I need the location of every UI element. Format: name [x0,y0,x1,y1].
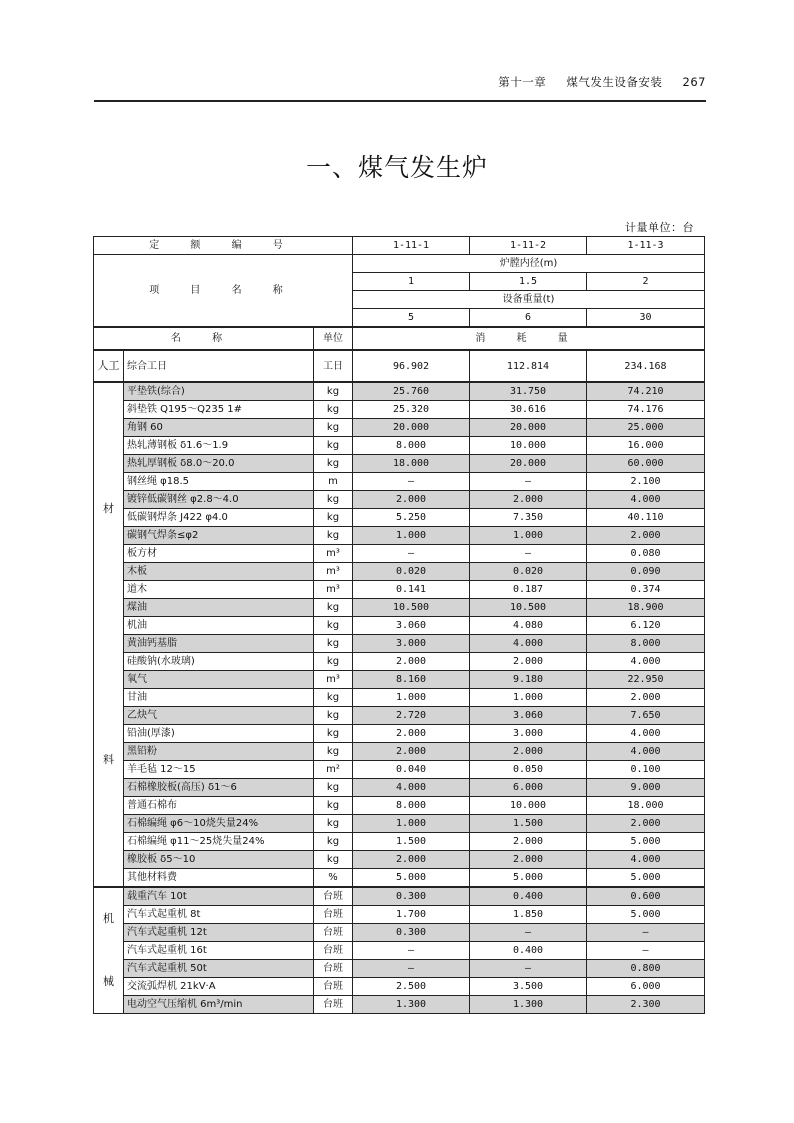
param2-value-3: 30 [587,309,705,328]
material-unit: kg [314,851,353,869]
material-name: 羊毛毡 12～15 [124,761,314,779]
material-value-2: 4.080 [470,617,587,635]
material-unit: m² [314,761,353,779]
machinery-row [94,960,705,978]
material-value-2: 1.000 [470,527,587,545]
material-value-2: 9.180 [470,671,587,689]
machinery-value-3: 0.600 [587,887,705,906]
material-row [94,473,705,491]
material-value-1: 8.000 [353,797,470,815]
item-name-label: 项 目 名 称 [94,255,353,328]
header-rule [94,100,706,102]
material-value-3: 22.950 [587,671,705,689]
material-value-1: 2.000 [353,653,470,671]
col-consumption-header: 消 耗 量 [353,327,705,350]
machinery-unit: 台班 [314,887,353,906]
material-unit: kg [314,455,353,473]
material-unit: kg [314,617,353,635]
machinery-name: 载重汽车 10t [124,887,314,906]
material-row [94,635,705,653]
machinery-value-1: 0.300 [353,887,470,906]
material-row [94,779,705,797]
material-value-1: 1.000 [353,689,470,707]
param1-label: 炉膛内径(m) [353,255,705,273]
labor-name: 综合工日 [124,350,314,382]
machinery-row [94,887,705,906]
material-row [94,401,705,419]
material-value-2: 20.000 [470,455,587,473]
material-name: 平垫铁(综合) [124,382,314,401]
material-value-1: — [353,473,470,491]
material-unit: kg [314,797,353,815]
material-value-2: 10.000 [470,797,587,815]
material-value-1: 0.020 [353,563,470,581]
material-value-1: 1.500 [353,833,470,851]
material-value-3: 18.000 [587,797,705,815]
labor-value-2: 112.814 [470,350,587,382]
param1-value-3: 2 [587,273,705,291]
machinery-unit: 台班 [314,996,353,1014]
material-name: 煤油 [124,599,314,617]
material-unit: kg [314,815,353,833]
material-name: 甘油 [124,689,314,707]
material-value-2: 0.050 [470,761,587,779]
page-number: 267 [682,75,706,89]
machinery-value-1: — [353,960,470,978]
material-value-2: 0.020 [470,563,587,581]
material-value-1: 25.320 [353,401,470,419]
material-unit: kg [314,725,353,743]
machinery-value-3: 0.800 [587,960,705,978]
machinery-value-3: 5.000 [587,906,705,924]
material-unit: kg [314,707,353,725]
material-name: 斜垫铁 Q195～Q235 1# [124,401,314,419]
labor-category: 人工 [94,350,124,382]
material-value-1: 2.000 [353,725,470,743]
material-row [94,599,705,617]
machinery-row [94,942,705,960]
material-value-2: — [470,545,587,563]
material-name: 氧气 [124,671,314,689]
material-value-3: 2.000 [587,815,705,833]
material-category-char: 材 [103,501,114,515]
material-value-3: 5.000 [587,869,705,888]
material-value-2: 2.000 [470,851,587,869]
page-title: 一、煤气发生炉 [305,153,488,182]
machinery-row [94,996,705,1014]
param1-value-1: 1 [353,273,470,291]
machinery-value-3: 2.300 [587,996,705,1014]
machinery-unit: 台班 [314,960,353,978]
material-row [94,833,705,851]
material-row [94,455,705,473]
machinery-unit: 台班 [314,942,353,960]
machinery-value-2: 1.300 [470,996,587,1014]
machinery-name: 汽车式起重机 8t [124,906,314,924]
material-value-1: 2.720 [353,707,470,725]
machinery-value-1: 2.500 [353,978,470,996]
material-value-3: 6.120 [587,617,705,635]
material-value-1: 20.000 [353,419,470,437]
material-row [94,671,705,689]
material-unit: % [314,869,353,888]
unit-note: 计量单位：台 [625,221,694,234]
code-2: 1-11-2 [470,237,587,255]
material-value-1: 5.250 [353,509,470,527]
material-name: 乙炔气 [124,707,314,725]
quota-table [93,236,705,1014]
material-name: 石棉编绳 φ6～10烧失量24% [124,815,314,833]
material-name: 橡胶板 δ5～10 [124,851,314,869]
material-value-2: 6.000 [470,779,587,797]
material-row [94,815,705,833]
material-value-3: 4.000 [587,491,705,509]
material-row [94,437,705,455]
material-value-2: 1.500 [470,815,587,833]
machinery-category-char: 机 [103,912,114,926]
material-value-2: 3.060 [470,707,587,725]
machinery-value-1: — [353,942,470,960]
material-value-3: 4.000 [587,653,705,671]
material-row [94,725,705,743]
material-name: 石棉橡胶板(高压) δ1～6 [124,779,314,797]
material-value-3: 16.000 [587,437,705,455]
machinery-unit: 台班 [314,924,353,942]
material-value-1: 25.760 [353,382,470,401]
material-unit: kg [314,653,353,671]
material-row [94,707,705,725]
material-row [94,761,705,779]
material-value-3: 18.900 [587,599,705,617]
material-row [94,509,705,527]
material-value-3: 74.176 [587,401,705,419]
material-unit: kg [314,635,353,653]
material-value-3: 74.210 [587,382,705,401]
material-value-2: 0.187 [470,581,587,599]
material-value-3: 0.080 [587,545,705,563]
machinery-value-2: 0.400 [470,887,587,906]
machinery-value-3: 6.000 [587,978,705,996]
machinery-value-3: — [587,924,705,942]
material-unit: kg [314,689,353,707]
material-value-2: 2.000 [470,491,587,509]
col-name-header: 名 称 [94,327,314,350]
machinery-name: 交流弧焊机 21kV·A [124,978,314,996]
material-name: 道木 [124,581,314,599]
material-value-3: 0.100 [587,761,705,779]
material-name: 木板 [124,563,314,581]
material-value-3: 4.000 [587,725,705,743]
machinery-value-1: 1.700 [353,906,470,924]
material-value-3: 2.100 [587,473,705,491]
material-value-1: 4.000 [353,779,470,797]
material-value-2: 1.000 [470,689,587,707]
material-unit: kg [314,437,353,455]
machinery-value-2: — [470,924,587,942]
material-name: 碳钢气焊条≤φ2 [124,527,314,545]
material-unit: m [314,473,353,491]
material-value-3: 9.000 [587,779,705,797]
machinery-name: 汽车式起重机 50t [124,960,314,978]
material-value-3: 2.000 [587,689,705,707]
material-value-3: 2.000 [587,527,705,545]
material-value-2: 10.500 [470,599,587,617]
material-unit: kg [314,401,353,419]
material-unit: kg [314,743,353,761]
material-value-3: 40.110 [587,509,705,527]
material-value-1: 3.060 [353,617,470,635]
material-unit: kg [314,599,353,617]
chapter-label: 第十一章 [498,75,547,89]
material-value-2: 2.000 [470,833,587,851]
material-row [94,797,705,815]
material-value-2: 5.000 [470,869,587,888]
material-value-3: 0.374 [587,581,705,599]
material-name: 板方材 [124,545,314,563]
material-value-1: 2.000 [353,851,470,869]
machinery-value-2: 1.850 [470,906,587,924]
material-unit: kg [314,833,353,851]
machinery-row [94,978,705,996]
material-row [94,851,705,869]
material-row [94,545,705,563]
material-category [94,382,124,887]
material-name: 热轧厚钢板 δ8.0～20.0 [124,455,314,473]
labor-value-1: 96.902 [353,350,470,382]
material-value-1: 5.000 [353,869,470,888]
material-unit: m³ [314,581,353,599]
material-row [94,689,705,707]
material-row [94,743,705,761]
param1-value-2: 1.5 [470,273,587,291]
material-unit: m³ [314,563,353,581]
col-unit-header: 单位 [314,327,353,350]
machinery-category-char: 械 [103,974,114,988]
material-value-2: 2.000 [470,653,587,671]
material-name: 角钢 60 [124,419,314,437]
material-value-3: 4.000 [587,743,705,761]
material-name: 石棉编绳 φ11～25烧失量24% [124,833,314,851]
section-label: 煤气发生设备安装 [566,75,663,89]
material-value-2: 20.000 [470,419,587,437]
running-header [94,74,706,90]
material-unit: m³ [314,671,353,689]
material-unit: kg [314,527,353,545]
material-row [94,491,705,509]
material-value-1: 2.000 [353,743,470,761]
quota-number-label: 定 额 编 号 [94,237,353,255]
material-row [94,563,705,581]
material-value-3: 0.090 [587,563,705,581]
material-value-2: 30.616 [470,401,587,419]
material-name: 硅酸钠(水玻璃) [124,653,314,671]
material-value-1: — [353,545,470,563]
material-row [94,617,705,635]
material-value-3: 8.000 [587,635,705,653]
labor-value-3: 234.168 [587,350,705,382]
material-name: 低碳钢焊条 J422 φ4.0 [124,509,314,527]
material-name: 其他材料费 [124,869,314,888]
material-row [94,653,705,671]
machinery-value-1: 1.300 [353,996,470,1014]
machinery-name: 汽车式起重机 12t [124,924,314,942]
material-value-2: — [470,473,587,491]
material-value-2: 7.350 [470,509,587,527]
material-value-3: 4.000 [587,851,705,869]
material-value-1: 8.000 [353,437,470,455]
machinery-name: 电动空气压缩机 6m³/min [124,996,314,1014]
material-name: 热轧薄钢板 δ1.6～1.9 [124,437,314,455]
material-value-1: 18.000 [353,455,470,473]
machinery-unit: 台班 [314,906,353,924]
machinery-value-3: — [587,942,705,960]
param2-label: 设备重量(t) [353,291,705,309]
machinery-name: 汽车式起重机 16t [124,942,314,960]
material-value-2: 10.000 [470,437,587,455]
material-value-1: 8.160 [353,671,470,689]
material-value-2: 31.750 [470,382,587,401]
machinery-value-2: 0.400 [470,942,587,960]
material-value-1: 3.000 [353,635,470,653]
material-name: 黄油钙基脂 [124,635,314,653]
material-value-3: 60.000 [587,455,705,473]
material-category-char: 料 [103,753,114,767]
machinery-row [94,906,705,924]
labor-unit: 工日 [314,350,353,382]
material-value-3: 25.000 [587,419,705,437]
param2-value-1: 5 [353,309,470,328]
machinery-value-2: 3.500 [470,978,587,996]
code-1: 1-11-1 [353,237,470,255]
machinery-value-2: — [470,960,587,978]
material-name: 普通石棉布 [124,797,314,815]
material-unit: kg [314,419,353,437]
material-row [94,419,705,437]
material-unit: kg [314,382,353,401]
param2-value-2: 6 [470,309,587,328]
material-value-2: 3.000 [470,725,587,743]
material-name: 黑铅粉 [124,743,314,761]
machinery-row [94,924,705,942]
material-value-1: 2.000 [353,491,470,509]
material-value-2: 2.000 [470,743,587,761]
material-row [94,527,705,545]
material-name: 铅油(厚漆) [124,725,314,743]
machinery-unit: 台班 [314,978,353,996]
material-row [94,382,705,401]
material-value-3: 5.000 [587,833,705,851]
machinery-value-1: 0.300 [353,924,470,942]
material-name: 镀锌低碳钢丝 φ2.8～4.0 [124,491,314,509]
material-value-1: 0.040 [353,761,470,779]
material-value-1: 1.000 [353,815,470,833]
material-value-1: 0.141 [353,581,470,599]
material-name: 钢丝绳 φ18.5 [124,473,314,491]
code-3: 1-11-3 [587,237,705,255]
material-value-2: 4.000 [470,635,587,653]
machinery-category [94,887,124,1014]
material-unit: kg [314,491,353,509]
material-value-1: 1.000 [353,527,470,545]
material-value-3: 7.650 [587,707,705,725]
material-unit: kg [314,509,353,527]
material-row [94,581,705,599]
material-unit: kg [314,779,353,797]
material-unit: m³ [314,545,353,563]
material-row [94,869,705,888]
material-name: 机油 [124,617,314,635]
material-value-1: 10.500 [353,599,470,617]
